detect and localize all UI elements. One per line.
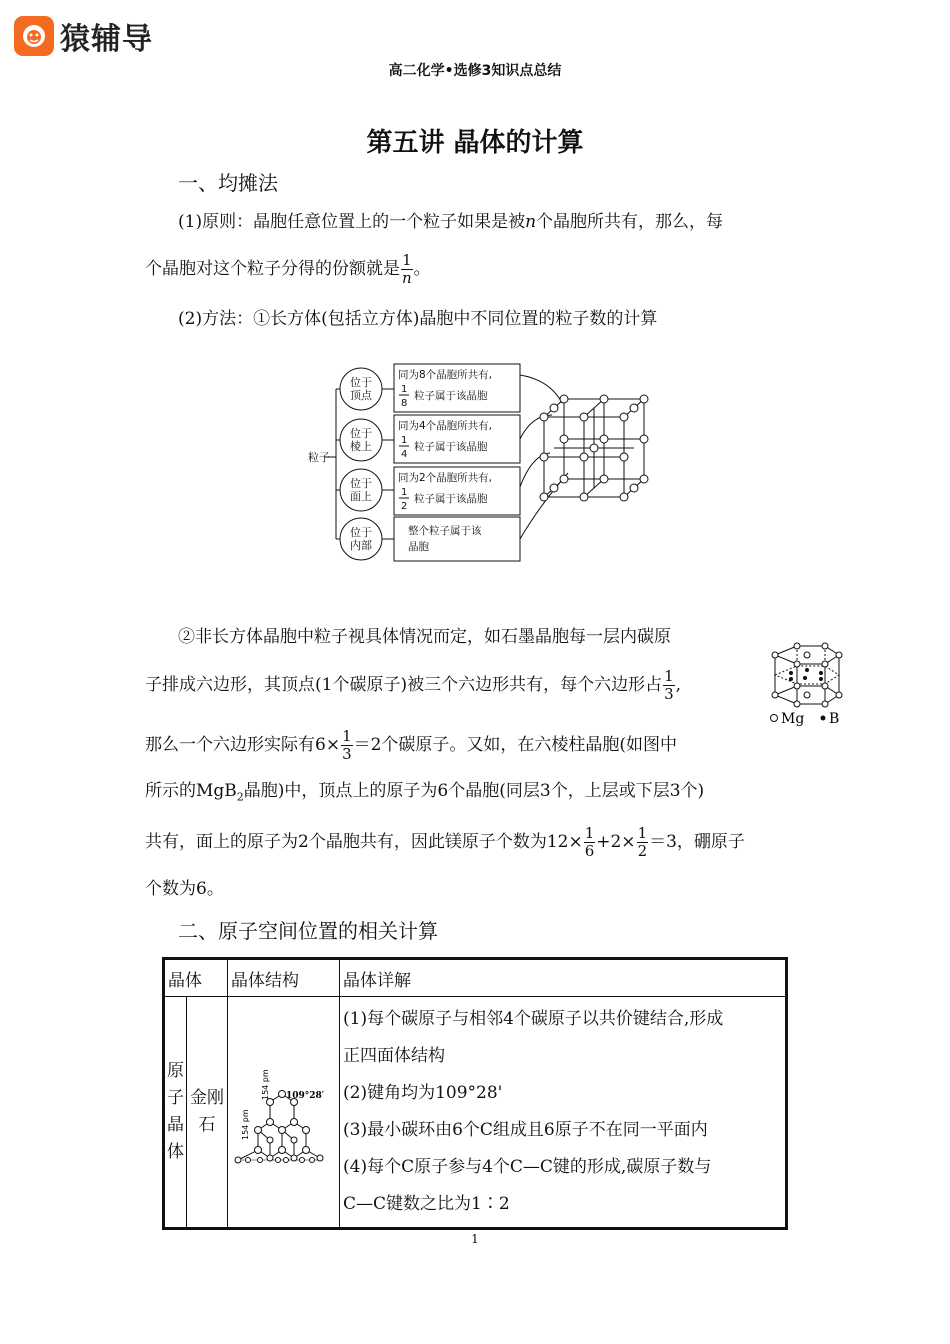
- rule-text: 粒子属于该晶胞: [414, 493, 488, 505]
- rule-text: 同为4个晶胞所共有,: [398, 420, 493, 432]
- rule-frac-den: 2: [401, 501, 408, 512]
- brand-name: 猿辅导: [60, 22, 153, 57]
- mgb2-hexagonal-cell-figure: [755, 640, 850, 730]
- detail-line: (2)键角均为109°28': [343, 1083, 503, 1103]
- table-header: 晶体结构: [228, 959, 340, 997]
- table-header: 晶体: [164, 959, 228, 997]
- monkey-face-icon: [14, 16, 54, 56]
- fraction: $\frac{1}{3}$: [342, 727, 352, 763]
- diamond-structure-figure: [228, 1040, 333, 1180]
- rule-frac-den: 8: [401, 398, 408, 409]
- rule-frac-num: 1: [401, 384, 408, 395]
- detail-line: (1)每个碳原子与相邻4个碳原子以共价键结合,形成: [343, 1009, 724, 1029]
- section-heading-1: 一、均摊法: [178, 171, 278, 195]
- structure-cell: [228, 997, 340, 1229]
- position-label: 位于: [350, 427, 372, 440]
- fraction: $\frac{1}{3}$: [664, 667, 674, 703]
- position-label: 位于: [350, 526, 372, 539]
- section-heading-2: 二、原子空间位置的相关计算: [178, 919, 438, 943]
- position-label: 位于: [350, 376, 372, 389]
- table-header: 晶体详解: [340, 959, 787, 997]
- rule-text: 整个粒子属于该: [408, 525, 482, 537]
- detail-line: (3)最小碳环由6个C组成且6原子不在同一平面内: [343, 1120, 708, 1140]
- diagram-root-label: 粒子: [308, 451, 330, 464]
- crystal-name-cell: 金刚石: [187, 997, 228, 1229]
- rule-text: 同为8个晶胞所共有,: [398, 369, 493, 381]
- detail-line: (4)每个C原子参与4个C—C键的形成,碳原子数与: [343, 1157, 712, 1177]
- page-number: 1: [471, 1232, 479, 1246]
- rule-frac-num: 1: [401, 435, 408, 446]
- rule-frac-num: 1: [401, 487, 408, 498]
- bond-length-label: 154 pm: [241, 1108, 250, 1140]
- detail-line: C—C键数之比为1∶2: [343, 1194, 510, 1214]
- fraction: $\frac{1}{n}$: [402, 251, 412, 287]
- paragraph-nonrect-line2: 子排成六边形，其顶点(1个碳原子)被三个六边形共有，每个六边形占 $\frac{1}{3}$ ,: [145, 667, 682, 703]
- crystal-table: [162, 957, 788, 1230]
- position-label: 面上: [350, 490, 372, 503]
- paragraph-nonrect-line4: 所示的MgB$_2$晶胞)中，顶点上的原子为6个晶胞(同层3个，上层或下层3个): [145, 781, 705, 804]
- rule-text: 粒子属于该晶胞: [414, 441, 488, 453]
- paragraph-nonrect-line1: ②非长方体晶胞中粒子视具体情况而定，如石墨晶胞每一层内碳原: [178, 627, 671, 647]
- rule-text: 同为2个晶胞所共有,: [398, 472, 493, 484]
- paragraph-principle-line1: (1)原则：晶胞任意位置上的一个粒子如果是被n个晶胞所共有，那么，每: [178, 212, 724, 232]
- paragraph-nonrect-line5: 共有，面上的原子为2个晶胞共有，因此镁原子个数为12× $\frac{1}{6}$ +2× $\frac{1}{2}$ ＝3，硼原子: [145, 824, 745, 860]
- position-label: 内部: [350, 539, 372, 552]
- brand-logo: [14, 14, 153, 58]
- position-label: 棱上: [350, 440, 372, 453]
- page-header: 高二化学•选修3知识点总结: [388, 63, 562, 79]
- unit-cell-position-diagram: [300, 355, 650, 570]
- rule-frac-den: 4: [401, 449, 408, 460]
- paragraph-nonrect-line3: 那么一个六边形实际有6× $\frac{1}{3}$ ＝2个碳原子。又如，在六棱柱晶胞(如图中: [145, 727, 678, 763]
- paragraph-principle-line2: 个晶胞对这个粒子分得的份额就是 $\frac{1}{n}$ 。: [145, 251, 431, 287]
- crystal-type-cell: 原子晶体: [164, 997, 187, 1229]
- details-cell: [340, 997, 787, 1229]
- legend-mg: Mg: [781, 711, 805, 727]
- bond-angle-label: 109°28′: [286, 1090, 325, 1101]
- detail-line: 正四面体结构: [343, 1046, 445, 1066]
- position-label: 位于: [350, 477, 372, 490]
- fraction: $\frac{1}{6}$: [584, 824, 595, 860]
- paragraph-nonrect-line6: 个数为6。: [145, 879, 224, 899]
- rule-text: 晶胞: [408, 541, 429, 553]
- position-label: 顶点: [350, 389, 372, 402]
- rule-text: 粒子属于该晶胞: [414, 390, 488, 402]
- paragraph-method: (2)方法：①长方体(包括立方体)晶胞中不同位置的粒子数的计算: [178, 309, 658, 329]
- bond-length-label: 154 pm: [261, 1068, 270, 1100]
- fraction: $\frac{1}{2}$: [637, 824, 648, 860]
- rule-box-interior: [394, 517, 520, 561]
- page-title: 第五讲 晶体的计算: [366, 128, 584, 158]
- legend-b: B: [829, 711, 840, 727]
